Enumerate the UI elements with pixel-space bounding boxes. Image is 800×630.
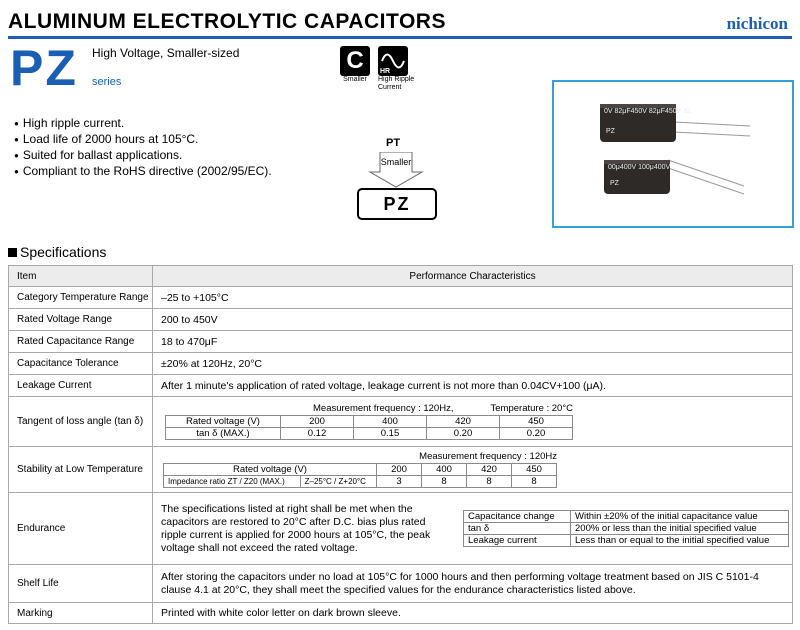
specifications-table (8, 265, 793, 624)
tan-delta-table (165, 415, 573, 440)
spec-item: Stability at Low Temperature (9, 447, 153, 493)
spec-value: 200 to 450V (153, 309, 793, 331)
feature-item: ● Suited for ballast applications. (14, 148, 272, 164)
capacitor-illustration (554, 82, 792, 226)
smaller-c-icon: C (340, 46, 370, 76)
series-label: series (92, 76, 122, 88)
brand-logo: nichicon (726, 14, 788, 33)
feature-item: ● High ripple current. (14, 116, 272, 132)
endurance-cell (153, 493, 793, 565)
spec-value: 18 to 470μF (153, 331, 793, 353)
table-row (9, 309, 793, 331)
flow-source-series: PT (386, 137, 401, 149)
table-row (9, 375, 793, 397)
table-row (9, 353, 793, 375)
high-ripple-icon: HR (378, 46, 408, 76)
smaller-caption: Smaller (343, 76, 367, 83)
high-ripple-badge (378, 46, 418, 92)
endurance-criteria-table (463, 510, 789, 547)
table-row (9, 287, 793, 309)
product-photo (552, 80, 794, 228)
spec-item: Leakage Current (9, 375, 153, 397)
table-row (9, 603, 793, 624)
specifications-heading: Specifications (8, 244, 106, 260)
spec-item: Category Temperature Range (9, 287, 153, 309)
criteria-row: Leakage current Less than or equal to the initial specified value (464, 535, 789, 547)
smaller-badge (340, 46, 370, 84)
spec-item: Rated Capacitance Range (9, 331, 153, 353)
feature-item: ● Compliant to the RoHS directive (2002/95/EC). (14, 164, 272, 180)
capacitor-code-top: PZ (606, 128, 615, 135)
spec-value: After 1 minute's application of rated voltage, leakage current is not more than 0.04CV+100 (μA). (153, 375, 793, 397)
capacitor-marking-top: 0V 82μF450V 82μF450V 82 (604, 108, 692, 115)
spec-item: Tangent of loss angle (tan δ) (9, 397, 153, 447)
stability-value-row: Impedance ratio ZT / Z20 (MAX.) Z–25°C / Z+20°C 3 8 8 8 (164, 476, 557, 488)
spec-item: Rated Voltage Range (9, 309, 153, 331)
spec-value: Printed with white color letter on dark brown sleeve. (153, 603, 793, 624)
endurance-text: The specifications listed at right shall be met when the capacitors are restored to 20°C after D.C. bias plus rated ripple current is applied for 2000 hours at 105°C, the peak voltage shall not exceed the rated voltage. (161, 502, 431, 554)
capacitor-code-bottom: PZ (610, 180, 619, 187)
spec-value: After storing the capacitors under no load at 105°C for 1000 hours and then performing voltage treatment based on JIS C 5101-4 clause 4.1 at 20°C, they shall meet the specified values for the endurance characteristics listed above. (153, 565, 793, 603)
stability-measurement-note: Measurement frequency : 120Hz (419, 451, 557, 462)
square-bullet-icon (8, 248, 17, 257)
feature-item: ● Load life of 2000 hours at 105°C. (14, 132, 272, 148)
high-ripple-caption: High Ripple Current (378, 76, 415, 91)
criteria-row: Capacitance change Within ±20% of the initial capacitance value (464, 511, 789, 523)
table-row (9, 331, 793, 353)
tan-voltage-row: Rated voltage (V) 200 400 420 450 (166, 416, 573, 428)
header-performance: Performance Characteristics (153, 266, 793, 287)
feature-list (14, 116, 272, 180)
spec-item: Shelf Life (9, 565, 153, 603)
stability-voltage-row: Rated voltage (V) 200 400 420 450 (164, 464, 557, 476)
stability-table (163, 463, 557, 488)
stability-cell (153, 447, 793, 493)
spec-value: ±20% at 120Hz, 20°C (153, 353, 793, 375)
tan-value-row: tan δ (MAX.) 0.12 0.15 0.20 0.20 (166, 428, 573, 440)
series-code: PZ (10, 40, 78, 96)
spec-value: –25 to +105°C (153, 287, 793, 309)
series-description: High Voltage, Smaller-sized (92, 46, 240, 60)
spec-item: Endurance (9, 493, 153, 565)
header-item: Item (9, 266, 153, 287)
table-row (9, 447, 793, 493)
tan-delta-cell (153, 397, 793, 447)
table-row (9, 397, 793, 447)
endurance-layout (161, 503, 792, 555)
table-row (9, 565, 793, 603)
header-divider (8, 36, 792, 39)
flow-arrow-label: Smaller (380, 157, 412, 167)
tan-measurement-note: Measurement frequency : 120Hz, Temperature : 20°C (313, 403, 573, 414)
flow-target-series: PZ (357, 188, 437, 220)
spec-item: Marking (9, 603, 153, 624)
document-title: ALUMINUM ELECTROLYTIC CAPACITORS (8, 10, 446, 33)
table-header-row (9, 266, 793, 287)
criteria-row: tan δ 200% or less than the initial specified value (464, 523, 789, 535)
table-row (9, 493, 793, 565)
capacitor-marking-bottom: 00μ400V 100μ400V (608, 164, 671, 171)
spec-item: Capacitance Tolerance (9, 353, 153, 375)
